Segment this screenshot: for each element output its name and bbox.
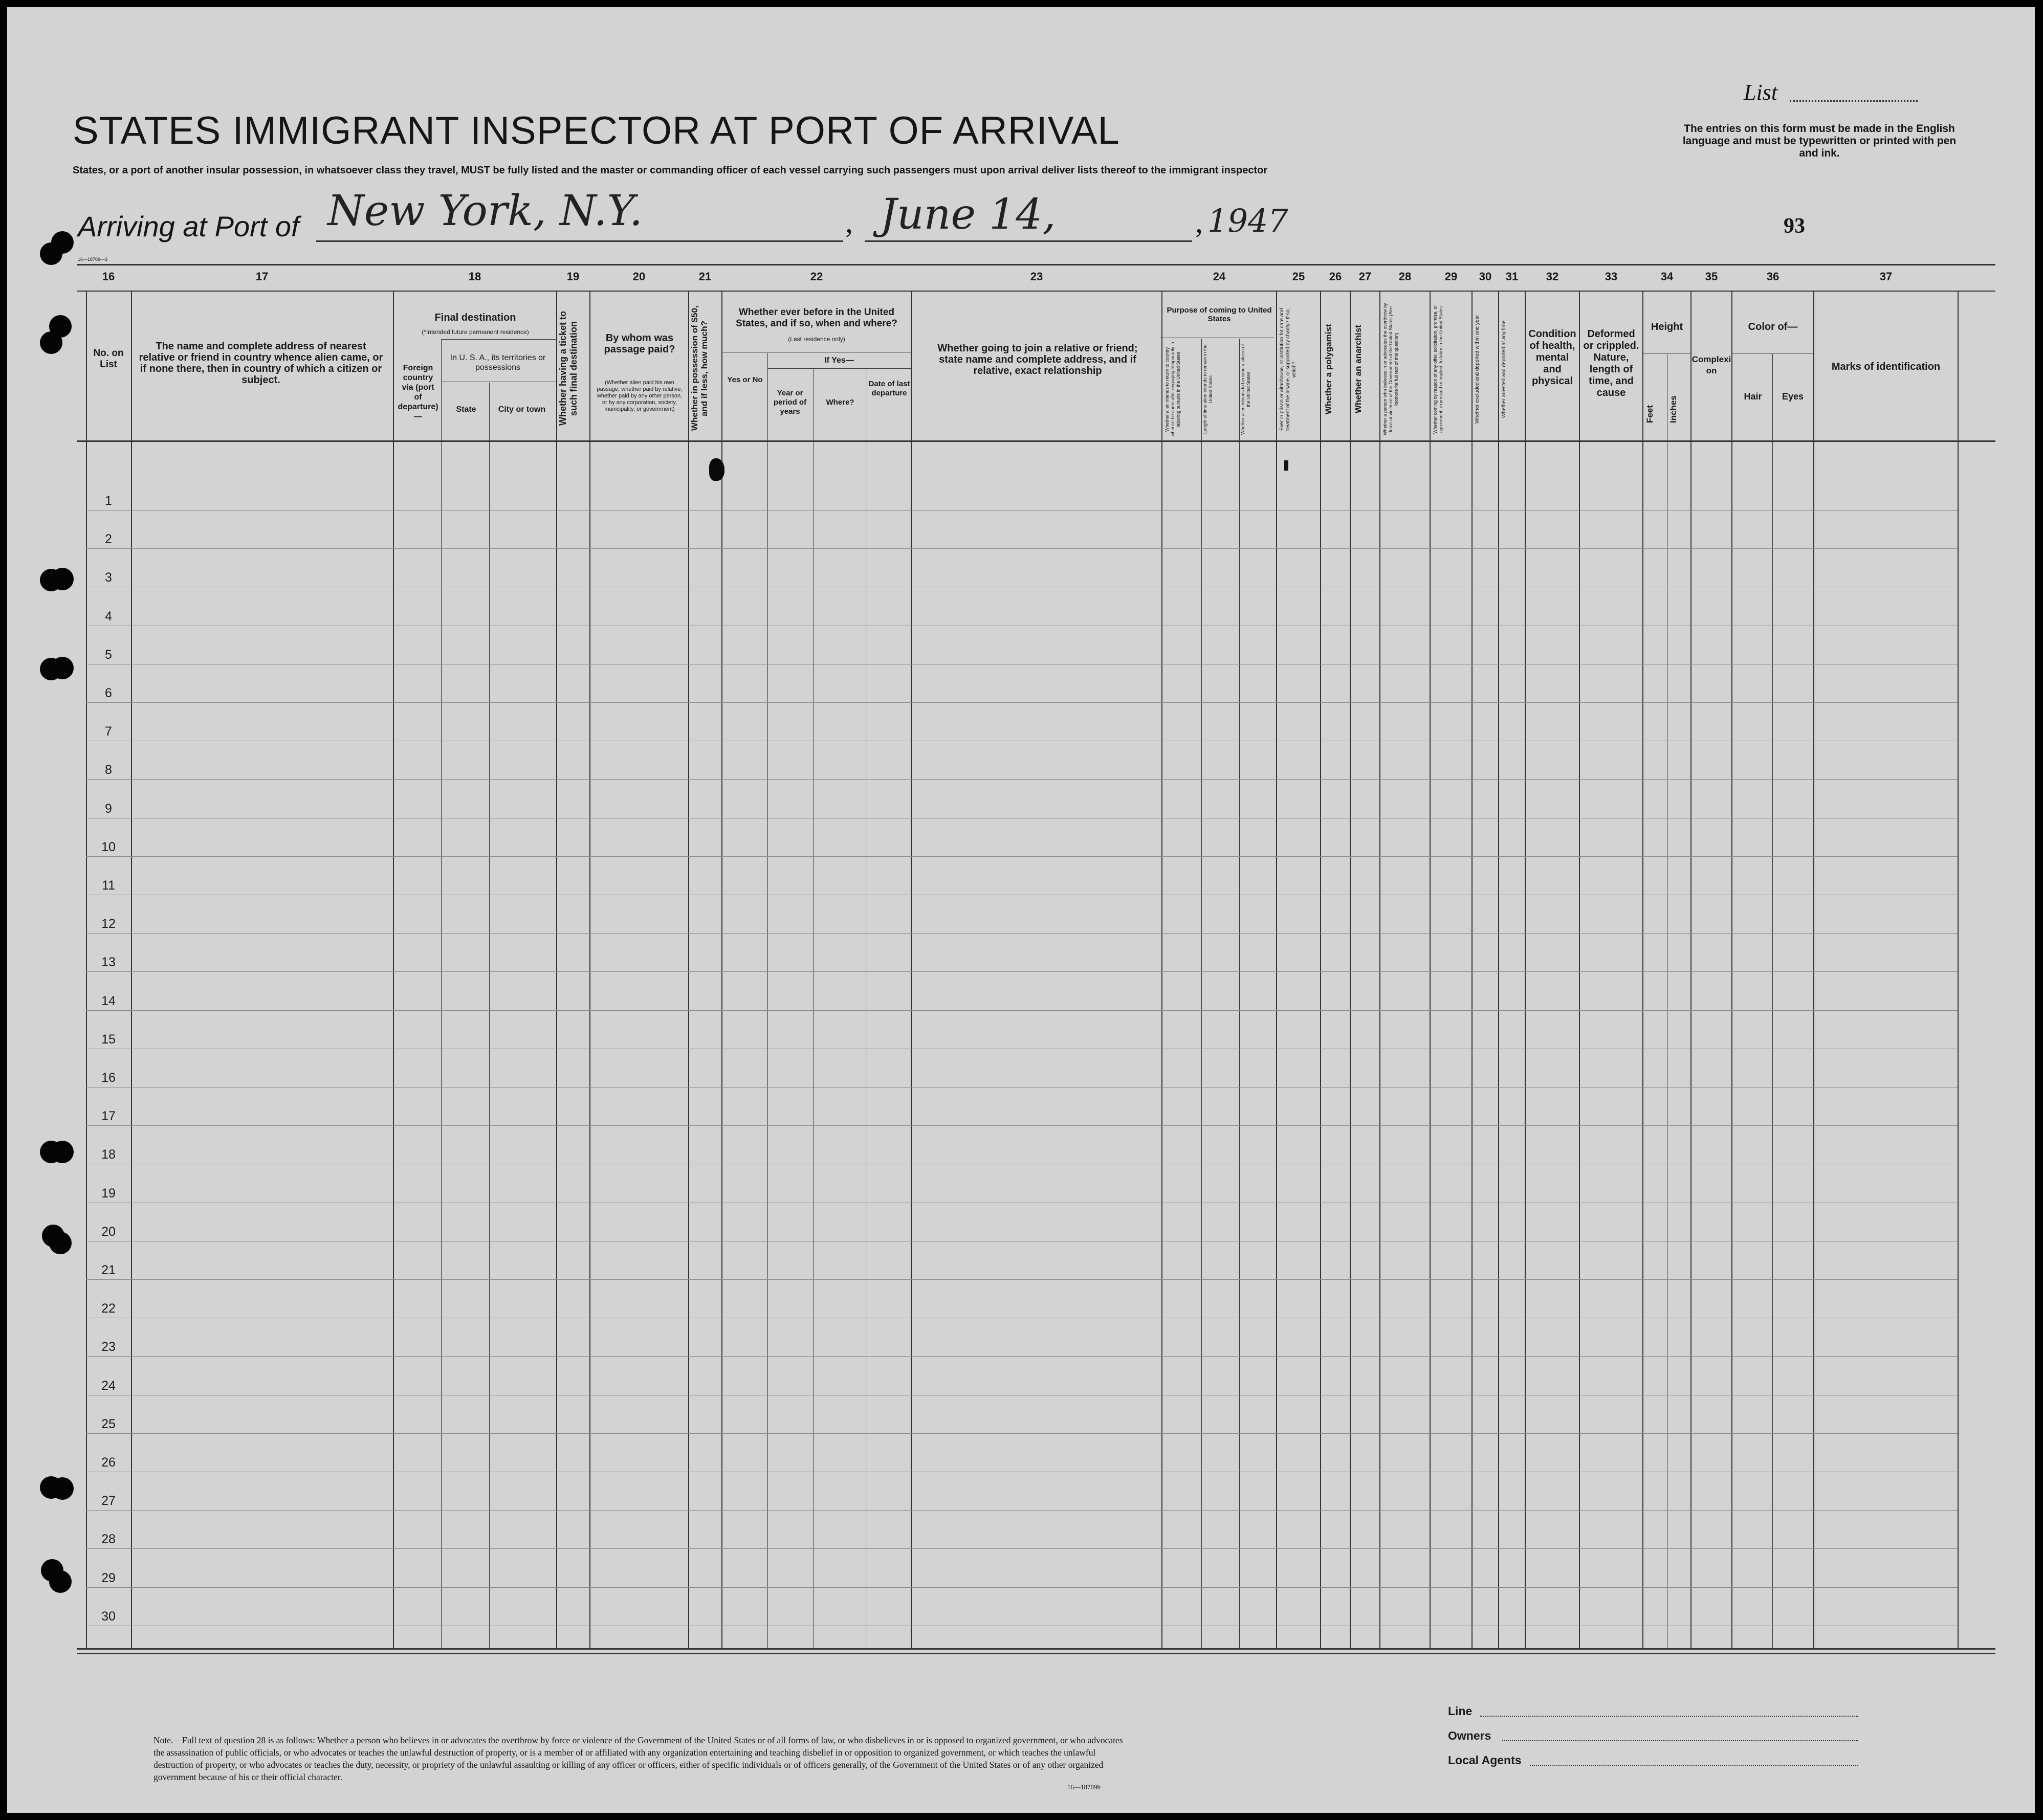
row-number: 16 — [101, 1071, 116, 1085]
row-number: 4 — [105, 609, 112, 624]
colnum-rule — [77, 291, 1995, 292]
row-number: 10 — [101, 840, 116, 854]
row-number: 18 — [101, 1147, 116, 1162]
page-number: 93 — [1784, 214, 1805, 238]
punch-hole — [51, 657, 74, 679]
column-rule — [1320, 292, 1321, 1648]
column-number: 37 — [1879, 270, 1893, 283]
punch-hole — [51, 1477, 74, 1500]
subcolumn-rule — [1239, 339, 1240, 1648]
column-rule — [1276, 292, 1277, 1648]
ink-mark — [1284, 460, 1288, 471]
row-number: 9 — [105, 802, 112, 816]
row-line — [86, 779, 1958, 780]
subcolumn-rule — [441, 340, 442, 1648]
table-bottom-rule-2 — [77, 1653, 1995, 1654]
column-rule — [1430, 292, 1431, 1648]
column-rule — [688, 292, 689, 1648]
footnote: Note.—Full text of question 28 is as follows: Whether a person who believes in or advocates the overthrow by force or violence of the Government of the United States or of all forms of law, or who disbelieves in or is opposed to organized government, or who advocates the assassination of public officials, or who advocates or teaches the unlawful destruction of property, or is a member of or affiliated with any organization entertaining and teaching disbelief in or opposition to organized government, or which teaches the unlawful destruction of property, or who advocates or teaches the duty, necessity, or propriety of the unlawful assaulting or killing of any officer or officers, either of specific individuals or of officers generally, of the Government of the United States or of any other organized government because of his or their official character. — [153, 1735, 1123, 1782]
row-number: 26 — [101, 1455, 116, 1470]
row-line — [86, 856, 1958, 857]
column-number: 36 — [1766, 270, 1780, 283]
header-state: State — [456, 405, 476, 414]
row-number: 6 — [105, 686, 112, 700]
date-handwritten: June 14, — [880, 190, 1056, 239]
footer-line-label: Line — [1448, 1704, 1473, 1718]
punch-hole — [51, 1141, 74, 1163]
column-rule — [1379, 292, 1380, 1648]
header-no-on-list: No. on List — [93, 348, 124, 370]
row-line — [86, 971, 1958, 972]
column-rule — [589, 292, 590, 1648]
column-number: 19 — [566, 270, 580, 283]
row-number: 30 — [101, 1609, 116, 1624]
list-label: List — [1744, 80, 1778, 105]
header-ticket: Whether having a ticket to such final destination — [558, 310, 579, 426]
column-rule — [131, 292, 132, 1648]
row-number: 20 — [101, 1225, 116, 1239]
header-years: Year or period of years — [773, 389, 807, 416]
row-number: 1 — [105, 494, 112, 508]
row-line — [86, 510, 1958, 511]
header-city: City or town — [498, 405, 546, 414]
header-excluded: Whether excluded and deported within one year — [1475, 315, 1480, 424]
column-number: 35 — [1705, 270, 1718, 283]
header-health: Condition of health, mental and physical — [1528, 328, 1576, 387]
column-number: 25 — [1292, 270, 1305, 283]
row-number: 29 — [101, 1571, 116, 1585]
header-deformed: Deformed or crippled. Nature, length of time, and cause — [1583, 328, 1639, 398]
row-line — [86, 702, 1958, 703]
row-number: 14 — [101, 994, 116, 1008]
header-arrested: Whether arrested and deported at any time — [1501, 320, 1507, 418]
punch-hole — [49, 1232, 72, 1254]
row-line — [86, 1587, 1958, 1588]
column-rule — [1813, 292, 1814, 1648]
column-rule — [1471, 292, 1473, 1648]
row-number: 19 — [101, 1186, 116, 1201]
column-number: 20 — [632, 270, 646, 283]
row-line — [86, 1433, 1958, 1434]
ink-blot — [709, 458, 724, 481]
column-number: 18 — [468, 270, 481, 283]
row-number: 8 — [105, 763, 112, 777]
port-handwritten: New York, N.Y. — [327, 187, 643, 235]
row-line — [86, 548, 1958, 549]
header-purpose: Purpose of coming to United States — [1167, 306, 1272, 323]
column-rule — [1731, 292, 1732, 1648]
header-feet: Feet — [1645, 405, 1655, 424]
column-rule — [911, 292, 912, 1648]
column-number: 27 — [1358, 270, 1372, 283]
table-top-rule — [77, 264, 1995, 265]
column-number: 23 — [1030, 270, 1043, 283]
header-passage-paid: By whom was passage paid? — [604, 332, 675, 355]
punch-hole — [40, 331, 62, 354]
column-rule — [1498, 292, 1499, 1648]
punch-hole — [51, 568, 74, 590]
column-rule — [393, 292, 394, 1648]
header-complexion: Complexion — [1691, 354, 1731, 375]
column-number: 26 — [1329, 270, 1342, 283]
subcolumn-rule — [489, 383, 490, 1648]
column-number: 16 — [102, 270, 115, 283]
column-rule — [1579, 292, 1580, 1648]
row-number: 22 — [101, 1301, 116, 1316]
subcolumn-rule — [767, 353, 768, 1648]
year-handwritten: 1947 — [1207, 202, 1288, 239]
column-rule — [1642, 292, 1643, 1648]
row-line — [86, 933, 1958, 934]
row-line — [86, 1510, 1958, 1511]
column-number: 29 — [1444, 270, 1458, 283]
form-code: 16—18709—3 — [78, 257, 108, 262]
page-title: STATES IMMIGRANT INSPECTOR AT PORT OF ARRIVAL — [73, 109, 1120, 152]
header-in-usa: In U. S. A., its territories or possessions — [450, 353, 546, 372]
header-anarchist: Whether an anarchist — [1353, 325, 1363, 414]
header-money: Whether in possession of $50, and if less, how much? — [690, 305, 709, 431]
row-number: 7 — [105, 724, 112, 739]
column-number: 28 — [1398, 270, 1412, 283]
row-number: 2 — [105, 532, 112, 546]
header-ever-before: Whether ever before in the United States, and if so, when and where? — [736, 307, 897, 329]
header-labor-offer: Whether coming by reason of any offer, solicitation, promise, or agreement, expressed or implied, to labor in the United States — [1433, 305, 1443, 434]
row-number: 24 — [101, 1379, 116, 1393]
row-number: 21 — [101, 1263, 116, 1277]
header-bottom-rule — [77, 440, 1995, 442]
column-number: 31 — [1505, 270, 1519, 283]
row-number: 25 — [101, 1417, 116, 1431]
column-rule — [1958, 292, 1959, 1648]
column-number: 34 — [1660, 270, 1674, 283]
row-number: 23 — [101, 1340, 116, 1354]
instructions-subtitle: States, or a port of another insular possession, in whatsoever class they travel, MUST be fully listed and the master or commanding officer of each vessel carrying such passengers must upon arrival deliver lists thereof to the immigrant inspector — [73, 165, 1268, 176]
punch-hole — [51, 231, 74, 254]
subcolumn-rule — [1201, 339, 1202, 1648]
header-color-of: Color of— — [1748, 321, 1798, 332]
header-final-destination: Final destination — [434, 312, 516, 323]
row-line — [86, 1010, 1958, 1011]
header-date-departure: Date of last departure — [868, 380, 910, 397]
column-number: 22 — [810, 270, 823, 283]
footnote-code: 16—18709b — [1067, 1783, 1101, 1791]
footer-owners-label: Owners — [1448, 1729, 1491, 1742]
column-rule — [1350, 292, 1351, 1648]
header-polygamist: Whether a polygamist — [1324, 324, 1333, 415]
entries-note: The entries on this form must be made in the English language and must be typewritten or printed with pen and ink. — [1682, 123, 1957, 159]
row-line — [86, 1279, 1958, 1280]
row-number: 28 — [101, 1532, 116, 1546]
list-number-line — [1790, 100, 1918, 102]
header-height: Height — [1651, 321, 1683, 332]
column-rule — [1525, 292, 1526, 1648]
row-number: 3 — [105, 570, 112, 585]
header-marks: Marks of identification — [1831, 361, 1941, 372]
column-rule — [721, 292, 722, 1648]
header-foreign-country: Foreign country via (port of departure)— — [398, 364, 438, 421]
column-number: 33 — [1605, 270, 1618, 283]
date-underline — [865, 240, 1192, 242]
header-inches: Inches — [1668, 395, 1678, 423]
header-hair: Hair — [1744, 391, 1762, 402]
row-line — [86, 1548, 1958, 1549]
header-join-relative: Whether going to join a relative or friend; state name and complete address, and if relative, exact relationship — [937, 343, 1138, 376]
column-number: 32 — [1546, 270, 1559, 283]
row-line — [86, 1356, 1958, 1357]
row-number: 27 — [101, 1494, 116, 1508]
column-number: 17 — [255, 270, 269, 283]
row-number: 17 — [101, 1109, 116, 1123]
header-yes-no: Yes or No — [727, 375, 763, 384]
header-where: Where? — [826, 398, 854, 407]
punch-hole — [49, 1570, 72, 1593]
arriving-label: Arriving at Port of — [78, 210, 299, 242]
header-prison: Ever in prison or almshouse, or institution for care and treatment of the insane, or supported by charity? If so, which? — [1279, 308, 1297, 431]
column-number: 30 — [1479, 270, 1492, 283]
row-number: 15 — [101, 1032, 116, 1047]
column-rule — [556, 292, 557, 1648]
port-underline — [316, 240, 843, 242]
table-bottom-rule — [77, 1648, 1995, 1650]
column-rule — [1690, 292, 1691, 1648]
row-number: 12 — [101, 917, 116, 931]
row-number: 11 — [102, 878, 115, 893]
column-number: 24 — [1213, 270, 1226, 283]
row-number: 5 — [105, 648, 112, 662]
footer-local-agents-label: Local Agents — [1448, 1754, 1522, 1767]
column-rule — [1161, 292, 1162, 1648]
row-number: 13 — [101, 955, 116, 969]
header-eyes: Eyes — [1782, 391, 1804, 402]
row-line — [86, 1125, 1958, 1126]
column-number: 21 — [698, 270, 712, 283]
header-overthrow: Whether a person who believes in or advocates the overthrow by force or violence of the Government of the United States (See footnote for full text of this question) — [1382, 303, 1399, 436]
header-nearest-relative: The name and complete address of nearest relative or friend in country whence alien came, or if none there, then in country of which a citizen or subject. — [139, 341, 383, 386]
